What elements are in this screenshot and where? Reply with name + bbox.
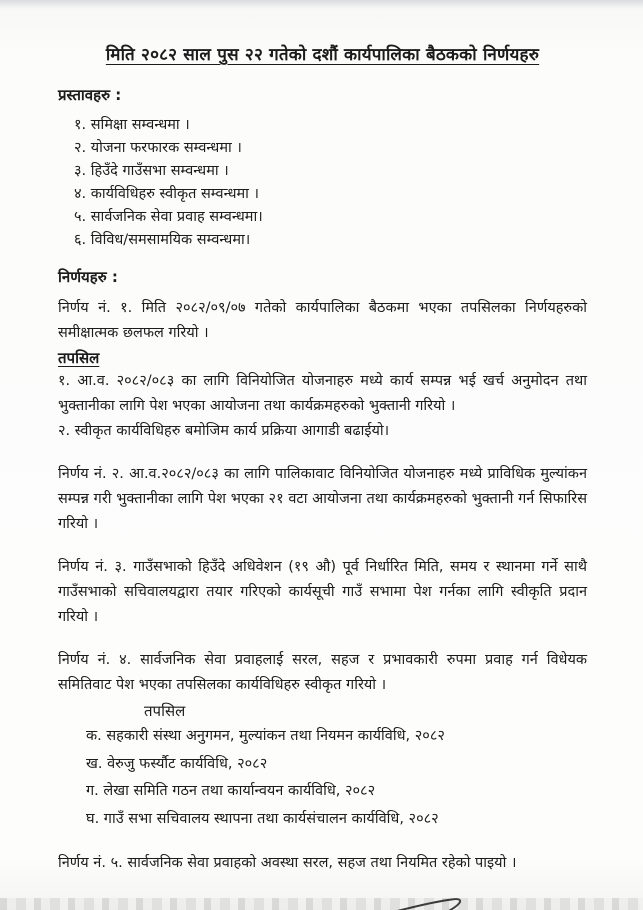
list-item: ३. हिउँदे गाउँसभा सम्वन्धमा । — [74, 163, 229, 179]
scan-edge-top — [0, 0, 643, 9]
list-item: ख. वेरुजु फर्स्यौट कार्यविधि, २०८२ — [86, 755, 268, 772]
list-item: ग. लेखा समिति गठन तथा कार्यान्वयन कार्यविधि, २०८२ — [86, 783, 376, 799]
page-title: मिति २०८२ साल पुस २२ गतेको दशौं कार्यपालिका बैठकको निर्णयहरु — [105, 45, 540, 65]
tapsil-2-list — [86, 723, 587, 833]
list-item: क. सहकारी संस्था अनुगमन, मुल्यांकन तथा नियमन कार्यविधि, २०८२ — [86, 728, 445, 744]
list-item: ५. सार्वजनिक सेवा प्रवाह सम्वन्धमा। — [74, 209, 263, 225]
decision-2: निर्णय नं. २. आ.व.२०८२/०८३ का लागि पालिकावाट विनियोजित योजनाहरु मध्ये प्राविधिक मुल्यांकन सम्पन्न गरी भुक्तानीका लागि पेश भएका २१ वटा आयोजना तथा कार्यक्रमहरुको भुक्तानी गर्न सिफारिस गरियो । — [58, 466, 587, 532]
list-item: घ. गाउँ सभा सचिवालय स्थापना तथा कार्यसंचालन कार्यविधि, २०८२ — [86, 810, 439, 827]
proposals-list — [74, 114, 587, 252]
tapsil-heading-1: तपसिल — [58, 349, 100, 367]
tapsil-heading-2: तपसिल — [144, 702, 186, 720]
decision-3: निर्णय नं. ३. गाउँसभाको हिउँदे अधिवेशन (१९ औ) पूर्व निर्धारित मिति, समय र स्थानमा गर्ने साथै गाउँसभाको सचिवालयद्वारा तयार गरिएको कार्यसूची गाउँ सभामा पेश गर्नका लागि स्वीकृति प्रदान गरियो । — [58, 559, 587, 625]
list-item: ६. विविध/समसामयिक सम्वन्धमा। — [74, 232, 251, 248]
list-item: ४. कार्यविधिहरु स्वीकृत सम्वन्धमा । — [74, 186, 260, 202]
decisions-heading: निर्णयहरु : — [58, 268, 118, 286]
tapsil-1-item: २. स्वीकृत कार्यविधिहरु बमोजिम कार्य प्रक्रिया आगाडी बढाईयो। — [58, 423, 390, 439]
list-item: १. समिक्षा सम्वन्धमा । — [74, 117, 190, 133]
signature-scrawl-icon — [208, 884, 518, 910]
decision-5: निर्णय नं. ५. सार्वजनिक सेवा प्रवाहको अवस्था सरल, सहज तथा नियमित रहेको पाइयो । — [58, 855, 517, 871]
proposals-heading: प्रस्तावहरु : — [58, 86, 122, 104]
list-item: २. योजना फरफारक सम्वन्धमा । — [74, 140, 242, 156]
decision-4: निर्णय नं. ४. सार्वजनिक सेवा प्रवाहलाई सरल, सहज र प्रभावकारी रुपमा प्रवाह गर्न विधेयक समितिवाट पेश भएका तपसिलका कार्यविधिहरु स्वीकृत गरियो । — [58, 652, 587, 693]
decision-1: निर्णय नं. १. मिति २०८२/०९/०७ गतेको कार्यपालिका बैठकमा भएका तपसिलका निर्णयहरुको समीक्षात्मक छलफल गरियो । — [58, 300, 587, 341]
tapsil-1-item: १. आ.व. २०८२/०८३ का लागि विनियोजित योजनाहरु मध्ये कार्य सम्पन्न भई खर्च अनुमोदन तथा भुक्तानीका लागि पेश भएका आयोजना तथा कार्यक्रमहरुको भुक्तानी गरियो । — [58, 373, 587, 414]
signature — [208, 884, 518, 910]
